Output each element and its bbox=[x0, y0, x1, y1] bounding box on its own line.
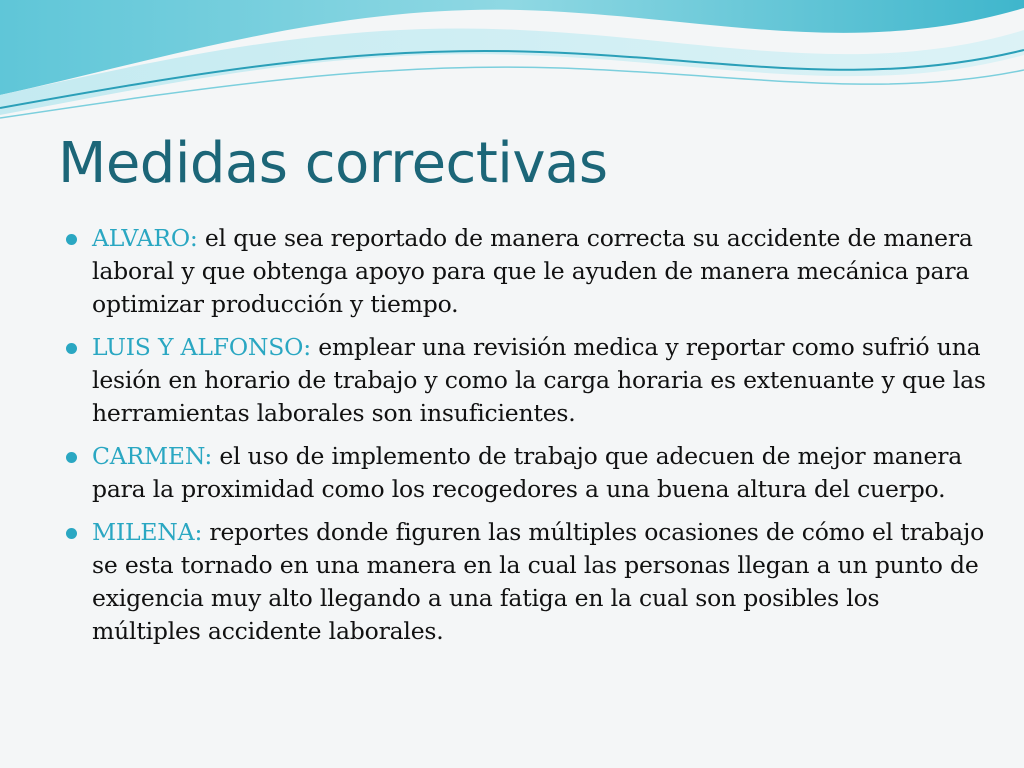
bullet-icon bbox=[66, 343, 77, 354]
item-text: el uso de implemento de trabajo que adecuen de mejor manera para la proximidad como los recogedores a una buena altura del cuerpo. bbox=[92, 442, 963, 503]
person-name: LUIS Y ALFONSO: bbox=[92, 333, 311, 361]
list-item bbox=[60, 516, 990, 648]
person-name: MILENA: bbox=[92, 518, 203, 546]
decorative-wave-header bbox=[0, 0, 1024, 125]
bullet-list bbox=[60, 222, 990, 658]
list-item bbox=[60, 331, 990, 430]
slide-title: Medidas correctivas bbox=[58, 131, 608, 196]
person-name: CARMEN: bbox=[92, 442, 213, 470]
list-item bbox=[60, 222, 990, 321]
item-text: reportes donde figuren las múltiples ocasiones de cómo el trabajo se esta tornado en una manera en la cual las personas llegan a un punto de exigencia muy alto llegando a una fatiga en la cual son posibles los múltiples accidente laborales. bbox=[92, 518, 985, 645]
item-text: el que sea reportado de manera correcta su accidente de manera laboral y que obtenga apoyo para que le ayuden de manera mecánica para optimizar producción y tiempo. bbox=[92, 224, 973, 318]
bullet-icon bbox=[66, 452, 77, 463]
person-name: ALVARO: bbox=[92, 224, 198, 252]
item-text: emplear una revisión medica y reportar como sufrió una lesión en horario de trabajo y como la carga horaria es extenuante y que las herramientas laborales son insuficientes. bbox=[92, 333, 986, 427]
bullet-icon bbox=[66, 234, 77, 245]
bullet-icon bbox=[66, 528, 77, 539]
list-item bbox=[60, 440, 990, 506]
